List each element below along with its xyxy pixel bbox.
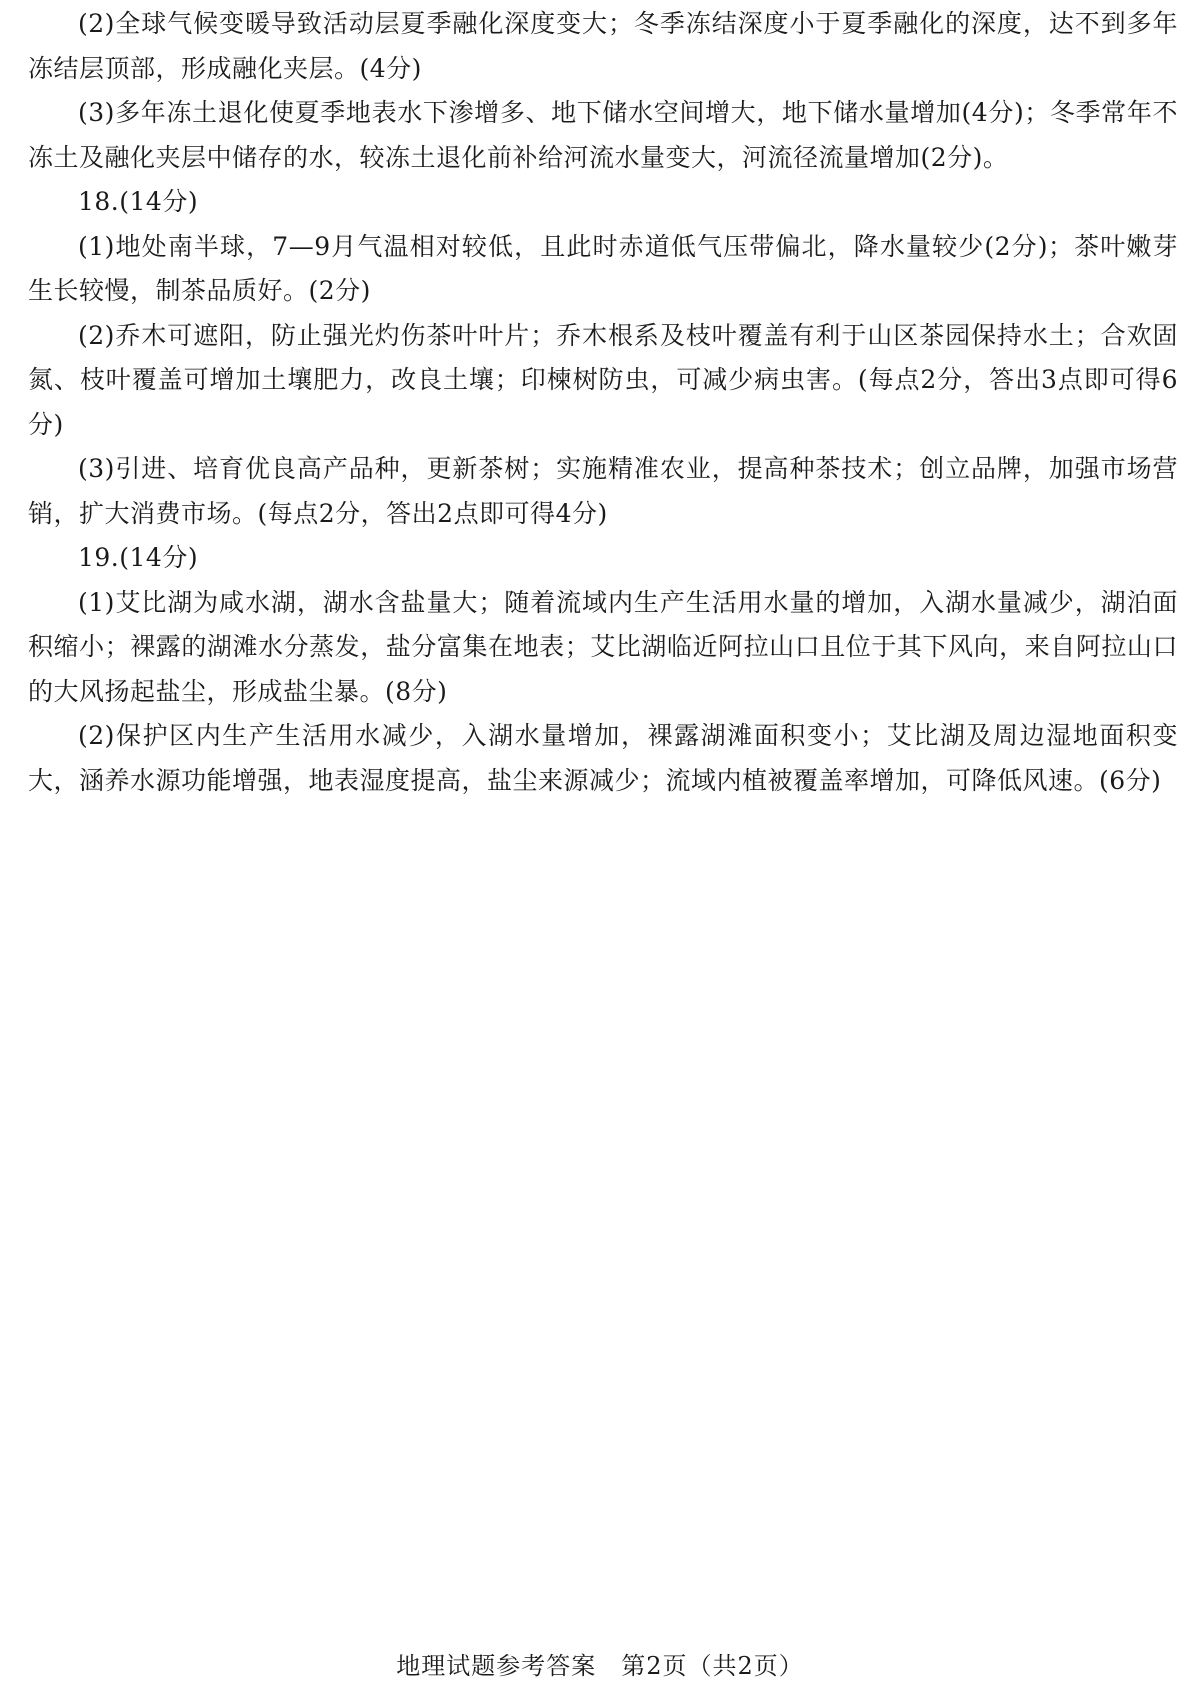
q18-part-3: (3)引进、培育优良高产品种，更新茶树；实施精准农业，提高种茶技术；创立品牌，加强市场营销，扩大消费市场。(每点2分，答出2点即可得4分) <box>28 454 1178 528</box>
q19-part-2: (2)保护区内生产生活用水减少，入湖水量增加，裸露湖滩面积变小；艾比湖及周边湿地面积变大，涵养水源功能增强，地表湿度提高，盐尘来源减少；流域内植被覆盖率增加，可降低风速。(6分) <box>28 721 1178 795</box>
q18-part-2: (2)乔木可遮阳，防止强光灼伤茶叶叶片；乔木根系及枝叶覆盖有利于山区茶园保持水土；合欢固氮、枝叶覆盖可增加土壤肥力，改良土壤；印楝树防虫，可减少病虫害。(每点2分，答出3点即可得6分) <box>28 320 1178 439</box>
page-footer: 地理试题参考答案 第2页（共2页） <box>396 1652 804 1680</box>
q19-heading: 19.(14分) <box>78 543 199 572</box>
q18-part-1: (1)地处南半球，7—9月气温相对较低，且此时赤道低气压带偏北，降水量较少(2分)；茶叶嫩芽生长较慢，制茶品质好。(2分) <box>28 231 1178 305</box>
q19-part-1: (1)艾比湖为咸水湖，湖水含盐量大；随着流域内生产生活用水量的增加，入湖水量减少，湖泊面积缩小；裸露的湖滩水分蒸发，盐分富集在地表；艾比湖临近阿拉山口且位于其下风向，来自阿拉山口的大风扬起盐尘，形成盐尘暴。(8分) <box>28 587 1178 706</box>
q17-part-3: (3)多年冻土退化使夏季地表水下渗增多、地下储水空间增大，地下储水量增加(4分)；冬季常年不冻土及融化夹层中储存的水，较冻土退化前补给河流水量变大，河流径流量增加(2分)。 <box>28 98 1178 172</box>
answer-content <box>28 2 1178 803</box>
q18-heading: 18.(14分) <box>78 187 199 216</box>
q17-part-2: (2)全球气候变暖导致活动层夏季融化深度变大；冬季冻结深度小于夏季融化的深度，达不到多年冻结层顶部，形成融化夹层。(4分) <box>28 9 1178 83</box>
